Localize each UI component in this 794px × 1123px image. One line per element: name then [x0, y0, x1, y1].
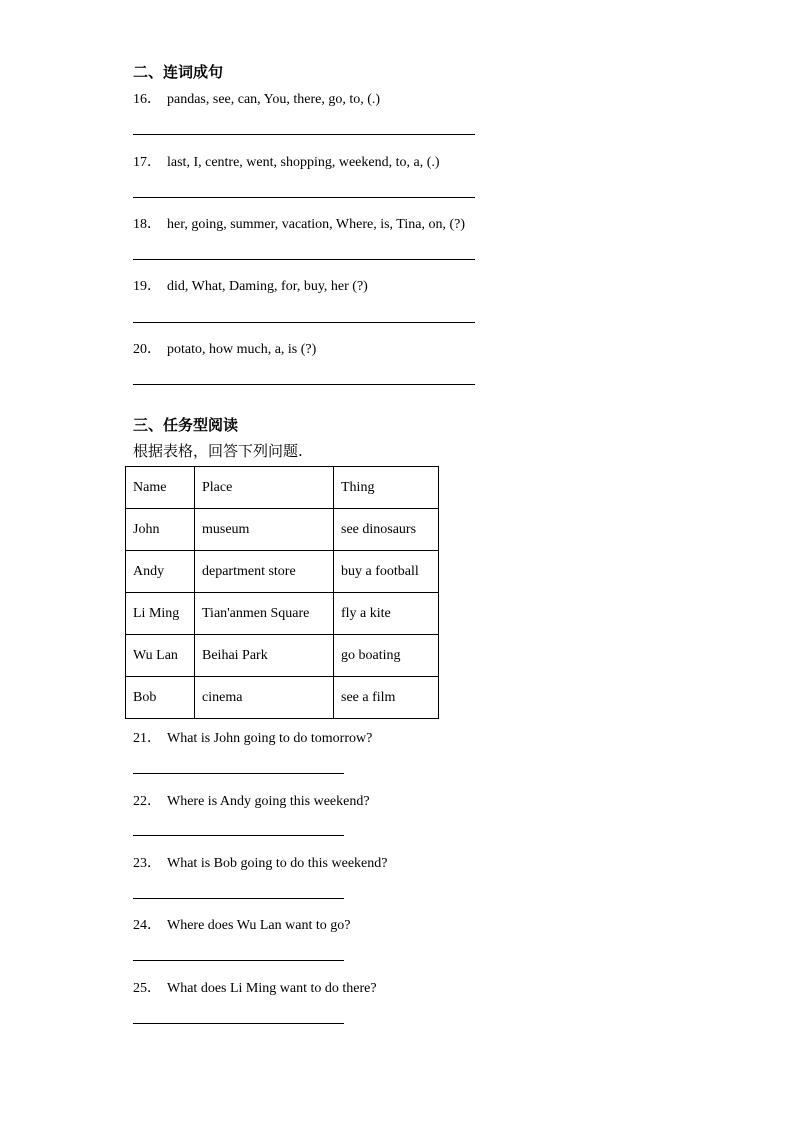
- question-24: [133, 914, 350, 934]
- table-cell: cinema: [195, 677, 334, 719]
- answer-line-18[interactable]: [133, 259, 475, 260]
- question-number: 25．: [133, 981, 161, 996]
- table-cell: Beihai Park: [195, 635, 334, 677]
- table-header-row: [126, 467, 439, 509]
- table-cell: department store: [195, 551, 334, 593]
- answer-line-24[interactable]: [133, 960, 344, 961]
- table-row: [126, 677, 439, 719]
- question-text: What is Bob going to do this weekend?: [167, 856, 388, 871]
- section-2-title: 二、连词成句: [133, 63, 224, 81]
- question-text: did, What, Daming, for, buy, her (?): [167, 279, 368, 294]
- question-17: [133, 151, 440, 171]
- question-text: pandas, see, can, You, there, go, to, (.): [167, 92, 381, 107]
- table-cell: Tian'anmen Square: [195, 593, 334, 635]
- question-text: Where is Andy going this weekend?: [167, 794, 370, 809]
- question-text: What is John going to do tomorrow?: [167, 731, 373, 746]
- question-18: [133, 213, 465, 233]
- question-number: 20．: [133, 342, 161, 357]
- question-number: 22．: [133, 794, 161, 809]
- table-row: [126, 593, 439, 635]
- info-table: [125, 466, 439, 719]
- answer-line-22[interactable]: [133, 835, 344, 836]
- answer-line-25[interactable]: [133, 1023, 344, 1024]
- section-3-title: 三、任务型阅读: [133, 416, 239, 434]
- table-row: [126, 635, 439, 677]
- question-number: 17．: [133, 155, 161, 170]
- answer-line-23[interactable]: [133, 898, 344, 899]
- answer-line-20[interactable]: [133, 384, 475, 385]
- question-number: 16．: [133, 92, 161, 107]
- table-cell: fly a kite: [334, 593, 439, 635]
- table-cell: Li Ming: [126, 593, 195, 635]
- table-cell: Andy: [126, 551, 195, 593]
- question-23: [133, 852, 387, 872]
- table-cell: see a film: [334, 677, 439, 719]
- table-cell: museum: [195, 509, 334, 551]
- table-header-cell: Name: [126, 467, 195, 509]
- question-text: What does Li Ming want to do there?: [167, 981, 377, 996]
- table-row: [126, 551, 439, 593]
- table-cell: John: [126, 509, 195, 551]
- table-header-cell: Place: [195, 467, 334, 509]
- question-number: 23．: [133, 856, 161, 871]
- question-text: potato, how much, a, is (?): [167, 342, 317, 357]
- table-cell: buy a football: [334, 551, 439, 593]
- table-row: [126, 509, 439, 551]
- table-cell: Wu Lan: [126, 635, 195, 677]
- question-19: [133, 275, 368, 295]
- question-25: [133, 977, 377, 997]
- question-21: [133, 727, 372, 747]
- question-16: [133, 88, 380, 108]
- question-text: last, I, centre, went, shopping, weekend, to, a, (.): [167, 155, 440, 170]
- answer-line-21[interactable]: [133, 773, 344, 774]
- question-number: 24．: [133, 918, 161, 933]
- answer-line-16[interactable]: [133, 134, 475, 135]
- question-number: 19．: [133, 279, 161, 294]
- question-22: [133, 790, 370, 810]
- question-20: [133, 338, 316, 358]
- question-number: 21．: [133, 731, 161, 746]
- question-text: Where does Wu Lan want to go?: [167, 918, 351, 933]
- question-number: 18．: [133, 217, 161, 232]
- answer-line-19[interactable]: [133, 322, 475, 323]
- table-header-cell: Thing: [334, 467, 439, 509]
- table-cell: see dinosaurs: [334, 509, 439, 551]
- table-cell: Bob: [126, 677, 195, 719]
- section-3-instruction: 根据表格，回答下列问题.: [133, 442, 303, 460]
- question-text: her, going, summer, vacation, Where, is, Tina, on, (?): [167, 217, 466, 232]
- table-cell: go boating: [334, 635, 439, 677]
- answer-line-17[interactable]: [133, 197, 475, 198]
